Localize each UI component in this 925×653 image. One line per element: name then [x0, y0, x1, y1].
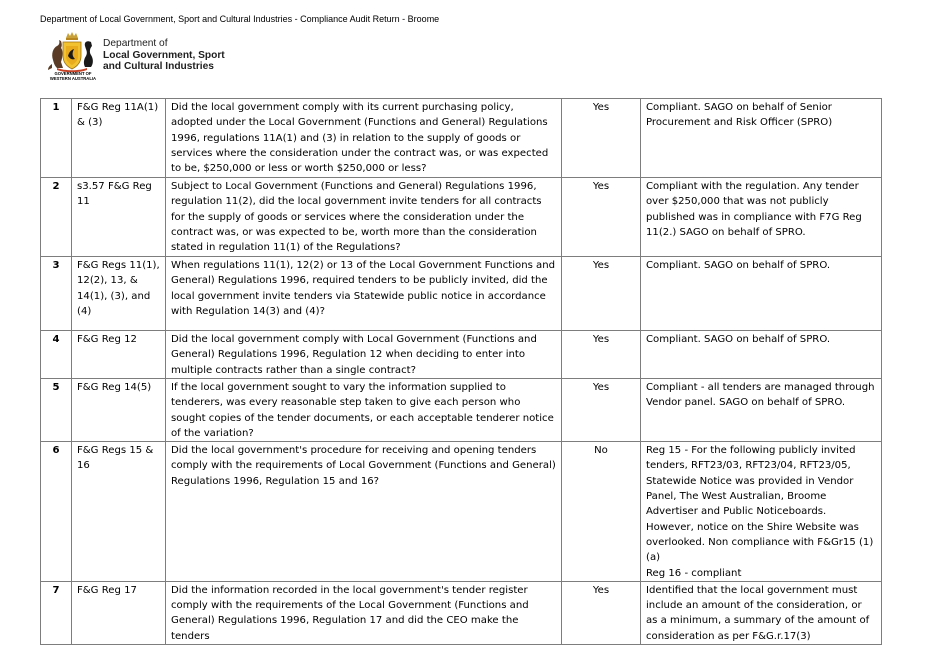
row-response: No — [562, 442, 641, 582]
row-response: Yes — [562, 379, 641, 442]
department-name — [103, 38, 225, 73]
table-row — [41, 442, 882, 582]
row-number: 7 — [41, 581, 72, 644]
row-comments: Compliant - all tenders are managed through Vendor panel. SAGO on behalf of SPRO. — [641, 379, 882, 442]
row-reference: F&G Reg 17 — [72, 581, 166, 644]
crest-caption-line-1: GOVERNMENT OF — [54, 71, 92, 76]
table-row — [41, 257, 882, 331]
row-reference: F&G Reg 11A(1) & (3) — [72, 99, 166, 178]
row-reference: F&G Reg 14(5) — [72, 379, 166, 442]
department-logo — [47, 30, 247, 84]
row-number: 2 — [41, 178, 72, 257]
row-reference: F&G Regs 11(1), 12(2), 13, & 14(1), (3), and (4) — [72, 257, 166, 331]
row-question: If the local government sought to vary the information supplied to tenderers, was every reasonable step taken to give each person who sought copies of the tender documents, or each acceptable tenderer notice of the variation? — [166, 379, 562, 442]
row-reference: s3.57 F&G Reg 11 — [72, 178, 166, 257]
department-name-line-1: Department of — [103, 38, 168, 49]
department-name-line-3: and Cultural Industries — [103, 61, 214, 72]
row-question: Subject to Local Government (Functions and General) Regulations 1996, regulation 11(2), did the local government invite tenders for all contracts for the supply of goods or services where the consideration under the contract was, or was expected to be, worth more than the consideration stated in regulation 11(1) of the Regulations? — [166, 178, 562, 257]
row-comments: Compliant. SAGO on behalf of SPRO. — [641, 257, 882, 331]
row-comments: Identified that the local government must include an amount of the consideration, or as a minimum, a summary of the amount of consideration as per F&G.r.17(3) — [641, 581, 882, 644]
row-response: Yes — [562, 581, 641, 644]
table-row — [41, 379, 882, 442]
row-number: 3 — [41, 257, 72, 331]
table-row — [41, 99, 882, 178]
crest-caption — [47, 71, 99, 81]
row-question: Did the local government comply with its current purchasing policy, adopted under the Local Government (Functions and General) Regulations 1996, regulations 11A(1) and (3) in relation to the supply of goods or services where the consideration under the contract was, or was expected to be, $250,000 or less or worth $250,000 or less? — [166, 99, 562, 178]
row-response: Yes — [562, 99, 641, 178]
row-comments: Compliant. SAGO on behalf of Senior Procurement and Risk Officer (SPRO) — [641, 99, 882, 178]
row-number: 6 — [41, 442, 72, 582]
table-row — [41, 178, 882, 257]
table-row — [41, 581, 882, 644]
table-row — [41, 331, 882, 379]
row-question: When regulations 11(1), 12(2) or 13 of the Local Government Functions and General) Regulations 1996, required tenders to be publicly invited, did the local government invite tenders via Statewide public notice in accordance with Regulation 14(3) and (4)? — [166, 257, 562, 331]
row-comments: Compliant with the regulation. Any tender over $250,000 that was not publicly published was in compliance with F7G Reg 11(2.) SAGO on behalf of SPRO. — [641, 178, 882, 257]
row-number: 4 — [41, 331, 72, 379]
row-comments: Compliant. SAGO on behalf of SPRO. — [641, 331, 882, 379]
row-comments: Reg 15 - For the following publicly invited tenders, RFT23/03, RFT23/04, RFT23/05, Statewide Notice was provided in Vendor Panel, The West Australian, Broome Advertiser and Public Noticeboards. However, notice on the Shire Website was overlooked. Non compliance with F&Gr15 (1)(a) Reg 16 - compliant — [641, 442, 882, 582]
row-number: 5 — [41, 379, 72, 442]
department-name-line-2: Local Government, Sport — [103, 49, 225, 61]
row-number: 1 — [41, 99, 72, 178]
row-response: Yes — [562, 178, 641, 257]
row-response: Yes — [562, 331, 641, 379]
row-question: Did the local government's procedure for receiving and opening tenders comply with the requirements of Local Government (Functions and General) Regulations 1996, Regulation 15 and 16? — [166, 442, 562, 582]
compliance-audit-table — [40, 98, 882, 645]
row-question: Did the local government comply with Local Government (Functions and General) Regulations 1996, Regulation 12 when deciding to enter into multiple contracts rather than a single contract? — [166, 331, 562, 379]
row-question: Did the information recorded in the local government's tender register comply with the requirements of the Local Government (Functions and General) Regulations 1996, Regulation 17 and did the CEO make the tenders — [166, 581, 562, 644]
crest-caption-line-2: WESTERN AUSTRALIA — [49, 76, 97, 81]
row-reference: F&G Regs 15 & 16 — [72, 442, 166, 582]
row-reference: F&G Reg 12 — [72, 331, 166, 379]
page-header-title: Department of Local Government, Sport and Cultural Industries - Compliance Audit Return - Broome — [40, 14, 440, 24]
row-response: Yes — [562, 257, 641, 331]
